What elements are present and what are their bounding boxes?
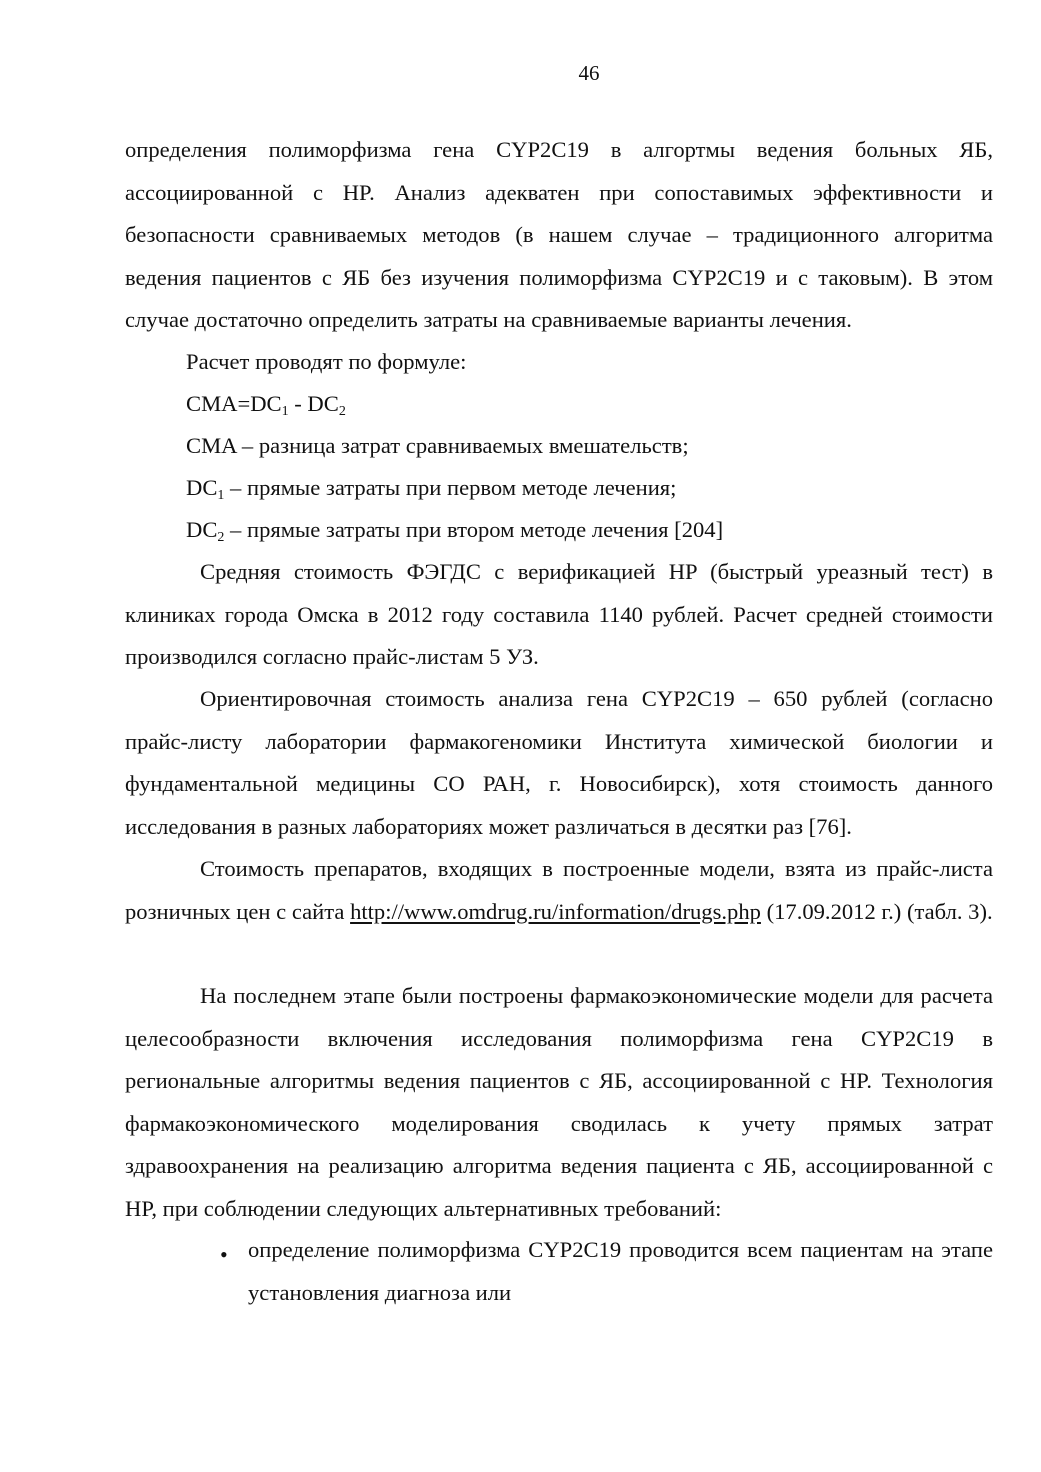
- paragraph-gene-test-cost: Ориентировочная стоимость анализа гена CYP2C19 – 650 рублей (согласно прайс-листу лаборатории фармакогеномики Института химической биологии и фундаментальной медицины СО РАН, г. Новосибирск), хотя стоимость данного исследования в разных лабораториях может различаться в десятки раз [76].: [125, 686, 993, 839]
- omdrug-link[interactable]: http://www.omdrug.ru/information/drugs.php: [350, 898, 761, 924]
- page-number: 46: [578, 61, 600, 85]
- paragraph-models: На последнем этапе были построены фармакоэкономические модели для расчета целесообразности включения исследования полиморфизма гена CYP2C19 в региональные алгоритмы ведения пациентов с ЯБ, ассоциированной с HP. Технология фармакоэкономического моделирования сводилась к учету прямых затрат здравоохранения на реализацию алгоритма ведения пациента с ЯБ, ассоциированной с HP, при соблюдении следующих альтернативных требований:: [125, 983, 993, 1221]
- paragraph-cma-intro: определения полиморфизма гена CYP2C19 в алгортмы ведения больных ЯБ, ассоциированной с HP. Анализ адекватен при сопоставимых эффективности и безопасности сравниваемых методов (в нашем случае – традиционного алгоритма ведения пациентов с ЯБ без изучения полиморфизма CYP2C19 и с таковым). В этом случае достаточно определить затраты на сравниваемые варианты лечения.: [125, 137, 993, 332]
- definition-dc2-symbol: DC: [186, 517, 218, 542]
- definition-cma: CMA – разница затрат сравниваемых вмешательств;: [186, 433, 689, 458]
- definition-dc1-text: – прямые затраты при первом методе лечения;: [224, 475, 677, 500]
- formula-mid: - DC: [288, 391, 339, 416]
- definition-dc2-text: – прямые затраты при втором методе лечения [204]: [224, 517, 724, 542]
- formula-lhs: CMA=DC: [186, 391, 282, 416]
- formula-intro: Расчет проводят по формуле:: [186, 349, 467, 374]
- paragraph-drug-prices: [125, 848, 993, 933]
- definition-dc1-symbol: DC: [186, 475, 218, 500]
- definition-dc1-sub: 1: [217, 488, 225, 503]
- formula: [186, 383, 1016, 426]
- drug-prices-date: (17.09.2012 г.) (табл. 3).: [760, 898, 993, 924]
- definition-dc2-sub: 2: [217, 530, 225, 545]
- definition-dc2: [186, 509, 1016, 552]
- formula-sub-1: 1: [281, 404, 289, 419]
- formula-sub-2: 2: [338, 404, 346, 419]
- bullet-icon: •: [220, 1242, 228, 1267]
- drug-prices-text: Стоимость препаратов, входящих в построенные модели, взята из прайс-листа розничных цен с сайта: [125, 856, 993, 924]
- list-item: определение полиморфизма CYP2C19 проводится всем пациентам на этапе установления диагноза или: [248, 1237, 993, 1305]
- definition-dc1: [186, 467, 1016, 510]
- paragraph-fegds-cost: Средняя стоимость ФЭГДС с верификацией HP (быстрый уреазный тест) в клиниках города Омска в 2012 году составила 1140 рублей. Расчет средней стоимости производился согласно прайс-листам 5 УЗ.: [125, 559, 993, 669]
